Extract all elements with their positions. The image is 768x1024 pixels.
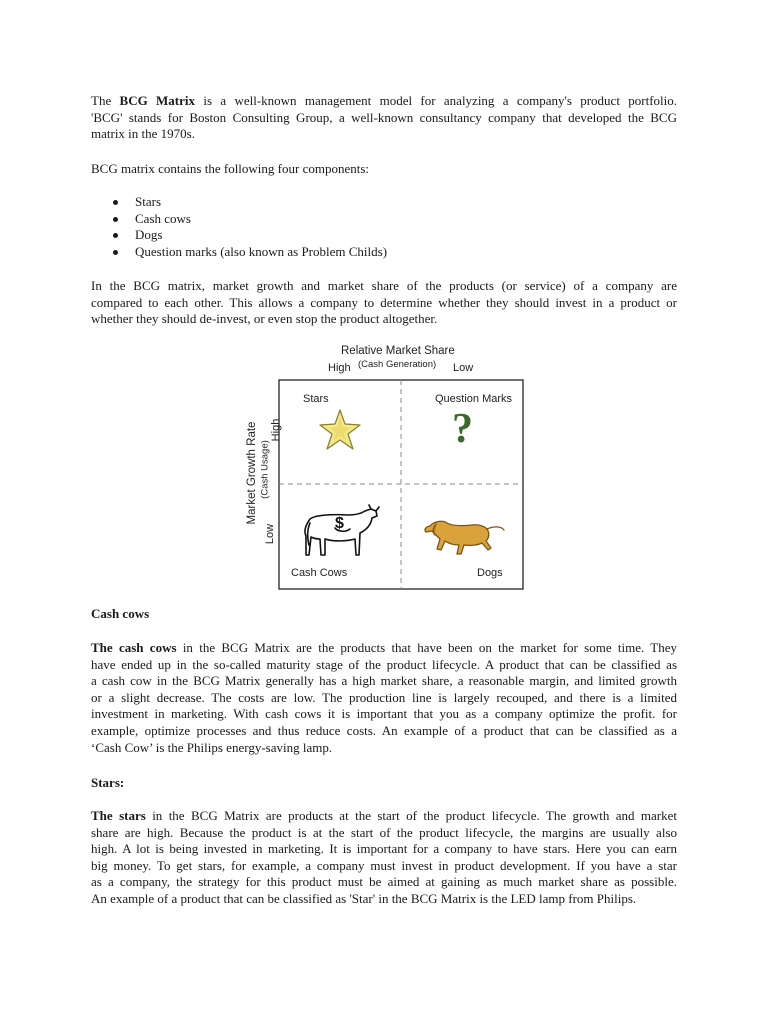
cash-cows-heading: Cash cows bbox=[91, 606, 150, 621]
matrix-top-high: High bbox=[328, 362, 351, 374]
stars-lead: The stars bbox=[91, 808, 146, 823]
cash-cows-line-6: example, optimize processes and thus reduce costs. An example of a product that can be classified as a bbox=[91, 722, 677, 738]
bullet-icon bbox=[113, 200, 118, 205]
cash-cows-line-1: The cash cows in the BCG Matrix are the products that have been on the market for some time. They bbox=[91, 640, 678, 655]
cash-cows-line-7: ‘Cash Cow’ is the Philips energy-saving lamp. bbox=[91, 739, 333, 755]
list-item: Stars bbox=[91, 194, 387, 211]
cash-cows-line-2: have ended up in the so-called maturity stage of the product lifecycle. A product that can be classified as bbox=[91, 656, 677, 672]
matrix-side-low: Low bbox=[264, 523, 276, 545]
star-icon bbox=[320, 410, 360, 449]
intro-line-2: 'BCG' stands for Boston Consulting Group, a well-known consultancy company that developed the BCG bbox=[91, 109, 677, 125]
quadrant-dogs-label: Dogs bbox=[477, 567, 503, 579]
matrix-top-title: Relative Market Share bbox=[341, 345, 455, 357]
matrix-side-sub: (Cash Usage) bbox=[259, 440, 271, 499]
list-item: Cash cows bbox=[91, 211, 387, 228]
list-item: Question marks (also known as Problem Childs) bbox=[91, 244, 387, 261]
stars-heading: Stars: bbox=[91, 775, 125, 790]
quadrant-stars-label: Stars bbox=[303, 393, 329, 405]
stars-line-3: high. A lot is being invested in marketing. It is important for a company to have stars. Here you can earn bbox=[91, 841, 677, 857]
matrix-side-high: High bbox=[270, 418, 282, 442]
list-item: Dogs bbox=[91, 227, 387, 244]
matrix-side-title: Market Growth Rate bbox=[246, 421, 258, 525]
matrix-grid bbox=[240, 340, 530, 600]
stars-line-4: big money. To get stars, for example, a company must invest in product development. If you have a star bbox=[91, 857, 677, 873]
matrix-top-sub: (Cash Generation) bbox=[358, 359, 437, 370]
stars-line-1: The stars in the BCG Matrix are products at the start of the product lifecycle. The growth and market bbox=[91, 808, 678, 823]
cash-cows-line-5: investment in marketing. With cash cows it is important that you as a company optimize the profit. for bbox=[91, 706, 677, 722]
bcg-matrix-diagram bbox=[240, 340, 530, 600]
cash-cows-lead: The cash cows bbox=[91, 640, 177, 655]
comparison-line-2: compared to each other. This allows a company to determine whether they should invest in a product or bbox=[91, 294, 677, 310]
components-list bbox=[91, 194, 387, 260]
matrix-top-low: Low bbox=[453, 362, 474, 374]
stars-line-5: as a company, the strategy for this product must be aimed at gaining as much market share as possible. bbox=[91, 874, 677, 890]
question-mark-icon: ? bbox=[452, 406, 473, 452]
intro-paragraph bbox=[91, 93, 677, 143]
cash-cows-paragraph bbox=[91, 640, 677, 756]
intro-line-3: matrix in the 1970s. bbox=[91, 126, 195, 142]
cash-cows-line-4: or a slight decrease. The costs are low. The production line is largely recouped, and there is a limited bbox=[91, 689, 677, 705]
comparison-line-3: whether they should de-invest, or even stop the product altogether. bbox=[91, 311, 438, 327]
comparison-paragraph bbox=[91, 278, 677, 328]
dollar-sign-icon: $ bbox=[335, 515, 344, 532]
cash-cows-line-3: a cash cow in the BCG Matrix generally has a high market share, a reasonable margin, and limited growth bbox=[91, 673, 677, 689]
intro-line-1: The BCG Matrix is a well-known management model for analyzing a company's product portfolio. bbox=[91, 93, 678, 108]
components-intro: BCG matrix contains the following four components: bbox=[91, 161, 370, 176]
bullet-icon bbox=[113, 233, 118, 238]
comparison-line-1: In the BCG matrix, market growth and market share of the products (or service) of a company are bbox=[91, 278, 677, 293]
bullet-icon bbox=[113, 217, 118, 222]
stars-paragraph bbox=[91, 808, 677, 908]
stars-line-6: An example of a product that can be classified as 'Star' in the BCG Matrix is the LED lamp from Philips. bbox=[91, 890, 637, 906]
quadrant-question-marks-label: Question Marks bbox=[435, 393, 513, 405]
stars-line-2: share are high. Because the product is at the start of the product lifecycle, the margins are usually also bbox=[91, 824, 677, 840]
bcg-matrix-term: BCG Matrix bbox=[119, 93, 196, 108]
quadrant-cash-cows-label: Cash Cows bbox=[291, 567, 348, 579]
dog-icon bbox=[425, 521, 504, 554]
bullet-icon bbox=[113, 250, 118, 255]
